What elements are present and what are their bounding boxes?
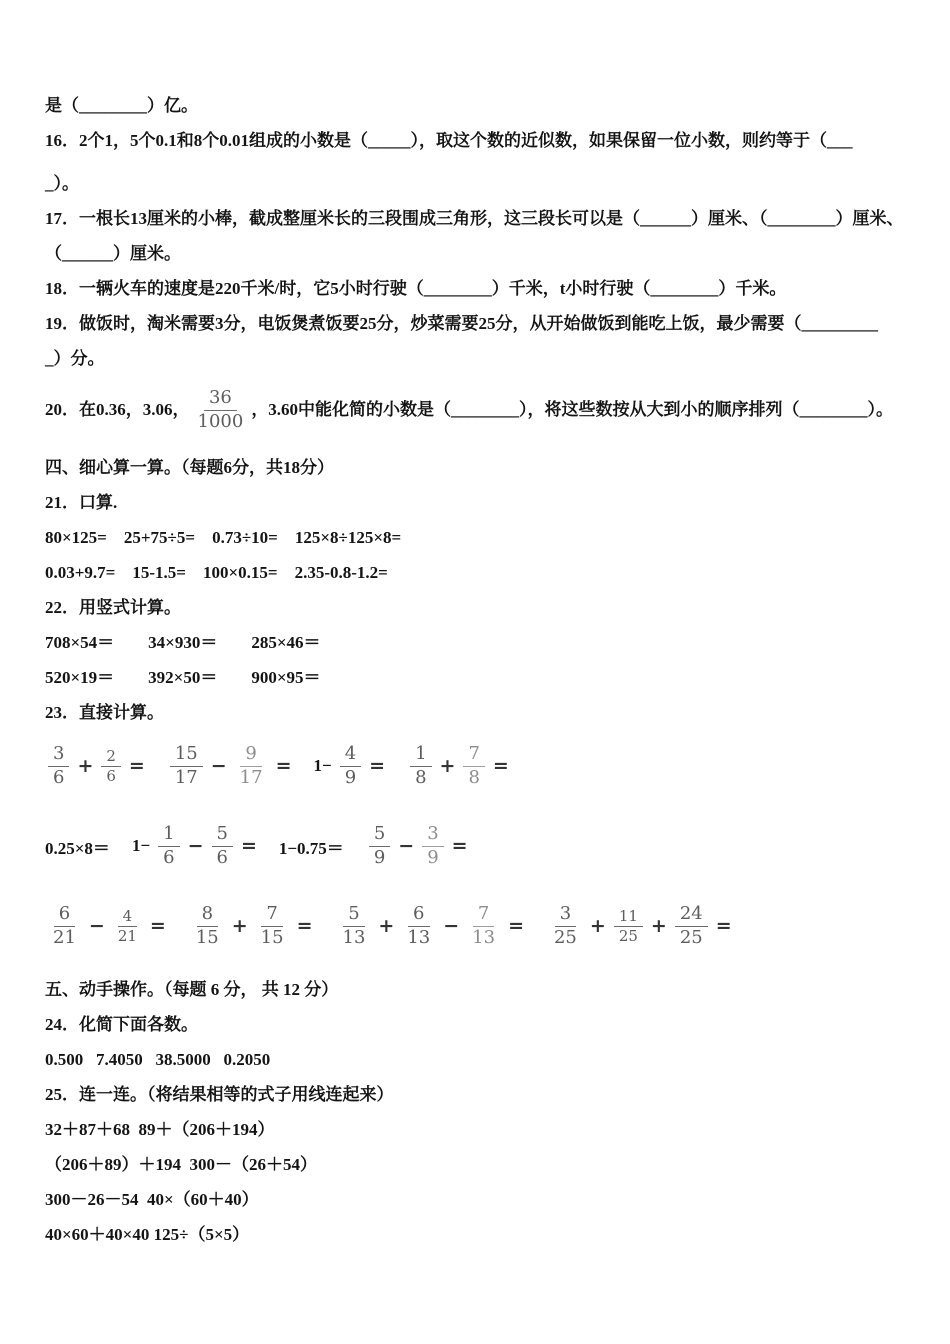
question-20-pre: 20．在0.36，3.06， xyxy=(45,400,190,419)
fraction-numerator: 36 xyxy=(204,388,237,410)
fraction: $\frac{7}{15}$ xyxy=(260,903,284,948)
operator: + xyxy=(439,755,456,777)
expression-text: 1− xyxy=(313,756,332,775)
operator: + xyxy=(589,915,606,937)
math-expression xyxy=(407,744,509,787)
fraction: $\frac{6}{21}$ xyxy=(53,903,76,948)
operator: = xyxy=(128,755,145,777)
fraction: $\frac{5}{9}$ xyxy=(369,824,390,867)
fraction: $\frac{24}{25}$ xyxy=(675,904,708,947)
question-23: 23．直接计算。 xyxy=(45,703,164,722)
fraction-denominator: 1000 xyxy=(197,410,244,432)
math-expression xyxy=(45,744,145,787)
operator: + xyxy=(650,915,667,937)
question-25: 25．连一连。（将结果相等的式子用线连起来） xyxy=(45,1085,394,1104)
fraction: $\frac{3}{6}$ xyxy=(48,744,69,787)
fraction: $\frac{7}{8}$ xyxy=(463,744,484,787)
math-expression xyxy=(45,904,166,947)
math-expression xyxy=(335,904,524,947)
operator: = xyxy=(492,755,509,777)
question-17: 17．一根长13厘米的小棒，截成整厘米长的三段围成三角形，这三段长可以是（______）厘米、（________）厘米、 xyxy=(45,209,904,228)
question-15-tail: 是（________）亿。 xyxy=(45,96,198,115)
operator: + xyxy=(77,755,94,777)
fraction-row-1 xyxy=(45,738,920,794)
question-24-row: 0.500 7.4050 38.5000 0.2050 xyxy=(45,1050,271,1069)
fraction xyxy=(193,388,249,431)
fraction: $\frac{3}{9}$ xyxy=(422,824,443,867)
question-25-row3: 300－26－54 40×（60＋40） xyxy=(45,1190,259,1209)
fraction: $\frac{15}{17}$ xyxy=(170,744,203,787)
math-expression xyxy=(188,904,313,947)
fraction: $\frac{5}{13}$ xyxy=(342,903,366,948)
fraction-row-3 xyxy=(45,898,920,954)
fraction: $\frac{9}{17}$ xyxy=(239,743,263,788)
operator: + xyxy=(378,915,395,937)
operator: = xyxy=(296,915,313,937)
fraction: $\frac{11}{25}$ xyxy=(614,908,643,945)
operator: − xyxy=(187,835,204,857)
math-expression xyxy=(167,744,292,787)
question-22-row1: 708×54＝ 34×930＝ 285×46＝ xyxy=(45,633,321,652)
question-20-post: ，3.60中能化简的小数是（________），将这些数按从大到小的顺序排列（________）。 xyxy=(251,400,894,419)
fraction: $\frac{4}{9}$ xyxy=(340,744,361,787)
math-expression xyxy=(314,744,386,787)
section-5-heading: 五、动手操作。（每题 6 分， 共 12 分） xyxy=(45,980,339,999)
fraction: $\frac{7}{13}$ xyxy=(472,903,496,948)
question-25-row2: （206＋89）＋194 300－（26＋54） xyxy=(45,1155,317,1174)
section-4-heading: 四、细心算一算。（每题6分，共18分） xyxy=(45,458,334,477)
fraction: $\frac{4}{21}$ xyxy=(117,906,137,945)
operator: = xyxy=(451,835,468,857)
operator: − xyxy=(210,755,227,777)
question-25-row1: 32＋87＋68 89＋（206＋194） xyxy=(45,1120,275,1139)
expression-text: 1− xyxy=(131,836,151,855)
operator: = xyxy=(149,915,166,937)
expression-text: 0.25×8＝ xyxy=(45,838,110,858)
question-21-row2: 0.03+9.7= 15-1.5= 100×0.15= 2.35-0.8-1.2= xyxy=(45,563,388,582)
question-17-tail: （______）厘米。 xyxy=(45,244,181,263)
fraction: $\frac{6}{13}$ xyxy=(407,903,431,948)
operator: = xyxy=(369,755,386,777)
math-expression xyxy=(45,834,110,859)
operator: + xyxy=(231,915,248,937)
question-16: 16．2个1，5个0.1和8个0.01组成的小数是（_____），取这个数的近似数，如果保留一位小数，则约等于（___ xyxy=(45,131,853,150)
math-expression xyxy=(279,834,344,859)
math-expression xyxy=(366,824,468,867)
operator: − xyxy=(443,915,460,937)
operator: = xyxy=(508,915,524,937)
operator: − xyxy=(398,835,415,857)
fraction: $\frac{1}{6}$ xyxy=(158,824,179,867)
operator: = xyxy=(715,915,732,937)
math-expression xyxy=(132,824,257,867)
question-25-row4: 40×60＋40×40 125÷（5×5） xyxy=(45,1225,250,1244)
fraction: $\frac{1}{8}$ xyxy=(410,744,431,787)
fraction: $\frac{8}{15}$ xyxy=(195,903,219,948)
question-19-tail: _）分。 xyxy=(45,349,105,368)
math-expression xyxy=(546,904,732,947)
operator: = xyxy=(275,755,292,777)
question-20 xyxy=(45,384,920,436)
expression-text: 1−0.75＝ xyxy=(278,838,344,858)
question-24: 24．化简下面各数。 xyxy=(45,1015,198,1034)
fraction-row-2 xyxy=(45,818,920,874)
fraction: $\frac{5}{6}$ xyxy=(212,824,233,867)
question-21-row1: 80×125= 25+75÷5= 0.73÷10= 125×8÷125×8= xyxy=(45,528,402,547)
question-22: 22．用竖式计算。 xyxy=(45,598,181,617)
question-18: 18．一辆火车的速度是220千米/时，它5小时行驶（________）千米，t小时行驶（________）千米。 xyxy=(45,279,787,298)
question-22-row2: 520×19＝ 392×50＝ 900×95＝ xyxy=(45,668,321,687)
question-21: 21．口算. xyxy=(45,493,118,512)
fraction: $\frac{3}{25}$ xyxy=(553,903,577,948)
question-19: 19．做饭时，淘米需要3分，电饭煲煮饭要25分，炒菜需要25分，从开始做饭到能吃上饭，最少需要（_________ xyxy=(45,314,878,333)
operator: − xyxy=(88,915,105,937)
question-16-tail: _）。 xyxy=(45,174,79,193)
fraction: $\frac{2}{6}$ xyxy=(101,748,121,785)
operator: = xyxy=(240,835,257,857)
